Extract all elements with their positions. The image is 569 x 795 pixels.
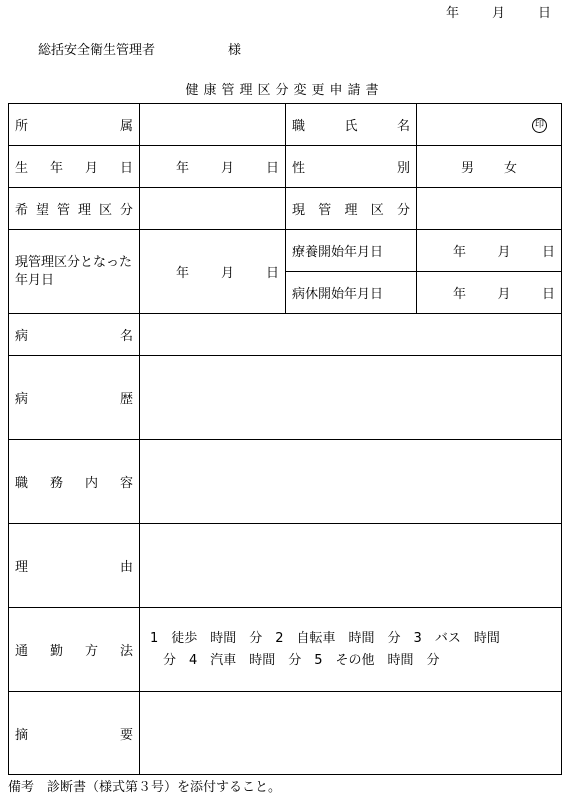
job-duties-field[interactable] — [140, 440, 562, 524]
treatment-start-label: 療養開始年月日 — [286, 230, 417, 272]
gender-field[interactable] — [417, 146, 562, 188]
gender-label: 性 別 — [286, 146, 417, 188]
addressee-title: 総括安全衛生管理者 — [38, 43, 156, 58]
date-month-label: 月 — [492, 6, 506, 21]
disease-name-label: 病 名 — [9, 314, 140, 356]
current-category-date-field[interactable]: 年 月 日 — [140, 230, 286, 314]
current-category-date-label: 現管理区分となった年月日 — [9, 230, 140, 314]
affiliation-label: 所 属 — [9, 104, 140, 146]
reason-field[interactable] — [140, 524, 562, 608]
row-birthdate — [9, 146, 562, 188]
job-duties-label: 職 務 内 容 — [9, 440, 140, 524]
gender-female[interactable]: 女 — [504, 161, 518, 176]
row-commute — [9, 608, 562, 692]
row-disease-name — [9, 314, 562, 356]
row-reason — [9, 524, 562, 608]
row-affiliation — [9, 104, 562, 146]
birthdate-label: 生 年 月 日 — [9, 146, 140, 188]
date-day-label: 日 — [538, 6, 552, 21]
summary-field[interactable] — [140, 692, 562, 775]
commute-line-1: 1 徒歩 時間 分 2 自転車 時間 分 3 バス 時間 — [150, 630, 500, 646]
name-field[interactable] — [417, 104, 562, 146]
application-form — [8, 103, 562, 775]
commute-line-2: 分 4 汽車 時間 分 5 その他 時間 分 — [163, 652, 440, 668]
sick-leave-start-label: 病休開始年月日 — [286, 272, 417, 314]
treatment-start-field[interactable]: 年 月 日 — [417, 230, 562, 272]
medical-history-field[interactable] — [140, 356, 562, 440]
footer-note: 備考 診断書（様式第３号）を添付すること。 — [8, 780, 282, 795]
affiliation-field[interactable] — [140, 104, 286, 146]
commute-options[interactable] — [140, 608, 562, 692]
medical-history-label: 病 歴 — [9, 356, 140, 440]
birthdate-field[interactable]: 年 月 日 — [140, 146, 286, 188]
header-date — [446, 2, 551, 21]
summary-label: 摘 要 — [9, 692, 140, 775]
desired-category-label: 希 望 管 理 区 分 — [9, 188, 140, 230]
position-name-label: 職 氏 名 — [286, 104, 417, 146]
sick-leave-start-field[interactable]: 年 月 日 — [417, 272, 562, 314]
commute-label: 通 勤 方 法 — [9, 608, 140, 692]
gender-male[interactable]: 男 — [460, 161, 474, 176]
row-category — [9, 188, 562, 230]
date-year-label: 年 — [446, 6, 460, 21]
row-medical-history — [9, 356, 562, 440]
desired-category-field[interactable] — [140, 188, 286, 230]
addressee — [38, 39, 241, 58]
addressee-suffix: 様 — [228, 43, 242, 58]
row-job-duties — [9, 440, 562, 524]
disease-name-field[interactable] — [140, 314, 562, 356]
row-treatment-start — [9, 230, 562, 272]
seal-icon: 印 — [532, 118, 547, 133]
reason-label: 理 由 — [9, 524, 140, 608]
document-title: 健康管理区分変更申請書 — [185, 83, 384, 98]
row-summary — [9, 692, 562, 775]
current-category-field[interactable] — [417, 188, 562, 230]
current-category-label: 現 管 理 区 分 — [286, 188, 417, 230]
